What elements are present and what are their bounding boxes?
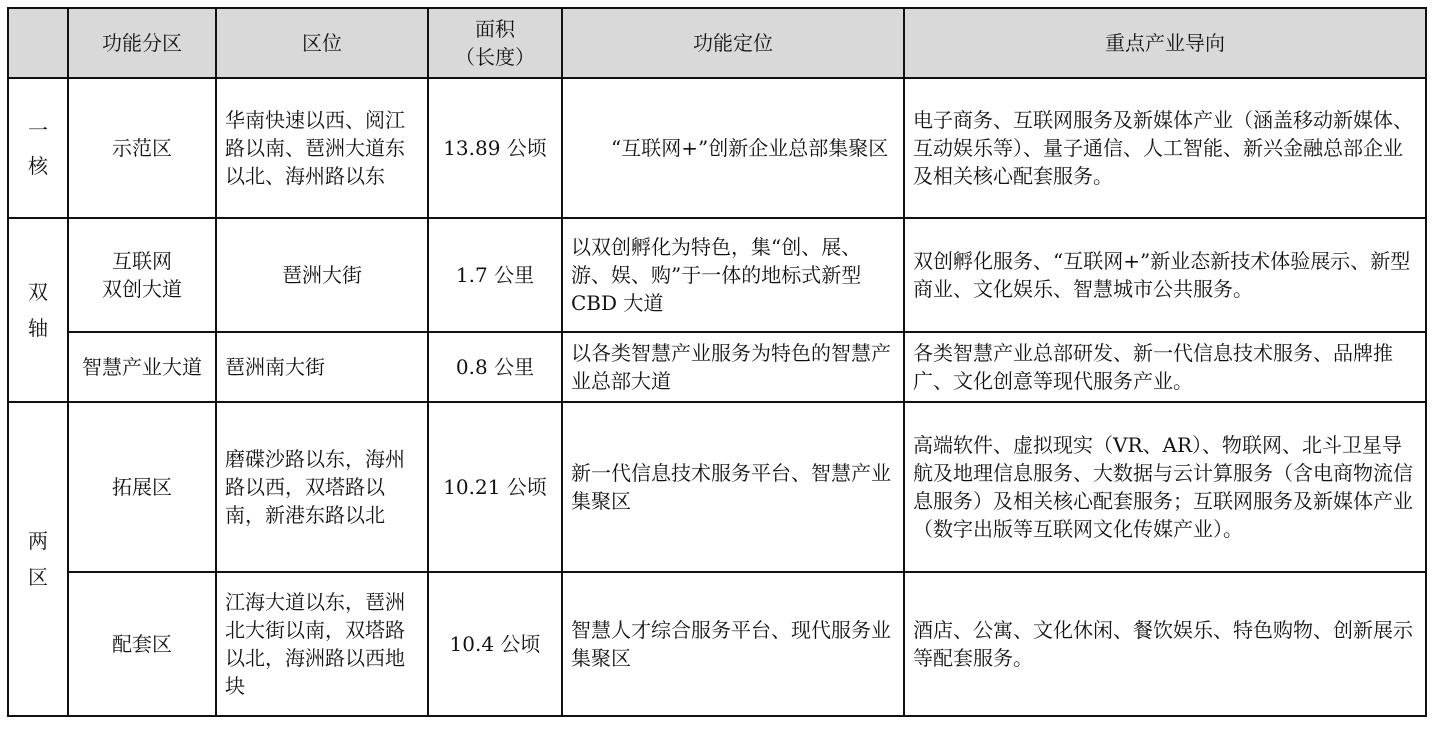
zone-cell-line1: 互联网 xyxy=(112,249,172,273)
group-zones: 两区 xyxy=(8,402,68,716)
positioning-cell: 以双创孵化为特色，集“创、展、游、娱、购”于一体的地标式新型 CBD 大道 xyxy=(562,218,904,332)
industry-cell: 各类智慧产业总部研发、新一代信息技术服务、品牌推广、文化创意等现代服务产业。 xyxy=(904,332,1426,402)
area-cell: 10.4 公顷 xyxy=(428,572,562,716)
table-row xyxy=(8,572,1426,716)
zone-cell: 拓展区 xyxy=(68,402,216,572)
positioning-cell: “互联网+”创新企业总部集聚区 xyxy=(562,78,904,218)
zone-cell: 配套区 xyxy=(68,572,216,716)
zone-cell xyxy=(68,218,216,332)
table-row xyxy=(8,402,1426,572)
header-blank xyxy=(8,8,68,78)
location-cell: 琶洲大街 xyxy=(216,218,428,332)
zone-cell: 智慧产业大道 xyxy=(68,332,216,402)
table-row xyxy=(8,78,1426,218)
group-axes: 双轴 xyxy=(8,218,68,402)
header-industry: 重点产业导向 xyxy=(904,8,1426,78)
zone-cell: 示范区 xyxy=(68,78,216,218)
area-cell: 13.89 公顷 xyxy=(428,78,562,218)
positioning-cell: 以各类智慧产业服务为特色的智慧产业总部大道 xyxy=(562,332,904,402)
header-area-line2: （长度） xyxy=(455,45,535,69)
table-row xyxy=(8,332,1426,402)
functional-zoning-table xyxy=(7,7,1427,717)
area-cell: 1.7 公里 xyxy=(428,218,562,332)
header-positioning: 功能定位 xyxy=(562,8,904,78)
industry-cell: 双创孵化服务、“互联网+”新业态新技术体验展示、新型商业、文化娱乐、智慧城市公共服务。 xyxy=(904,218,1426,332)
area-cell: 0.8 公里 xyxy=(428,332,562,402)
industry-cell: 酒店、公寓、文化休闲、餐饮娱乐、特色购物、创新展示等配套服务。 xyxy=(904,572,1426,716)
group-core: 一核 xyxy=(8,78,68,218)
location-cell: 江海大道以东，琶洲北大街以南，双塔路以北，海洲路以西地块 xyxy=(216,572,428,716)
table-row xyxy=(8,218,1426,332)
zone-cell-line2: 双创大道 xyxy=(102,277,182,301)
header-row xyxy=(8,8,1426,78)
location-cell: 琶洲南大街 xyxy=(216,332,428,402)
area-cell: 10.21 公顷 xyxy=(428,402,562,572)
header-location: 区位 xyxy=(216,8,428,78)
header-area xyxy=(428,8,562,78)
location-cell: 磨碟沙路以东，海州路以西，双塔路以南，新港东路以北 xyxy=(216,402,428,572)
header-area-line1: 面积 xyxy=(475,17,515,41)
industry-cell: 高端软件、虚拟现实（VR、AR）、物联网、北斗卫星导航及地理信息服务、大数据与云计算服务（含电商物流信息服务）及相关核心配套服务；互联网服务及新媒体产业（数字出版等互联网文化传媒产业）。 xyxy=(904,402,1426,572)
header-zone: 功能分区 xyxy=(68,8,216,78)
positioning-cell: 智慧人才综合服务平台、现代服务业集聚区 xyxy=(562,572,904,716)
industry-cell: 电子商务、互联网服务及新媒体产业（涵盖移动新媒体、互动娱乐等）、量子通信、人工智能、新兴金融总部企业及相关核心配套服务。 xyxy=(904,78,1426,218)
location-cell: 华南快速以西、阅江路以南、琶洲大道东以北、海州路以东 xyxy=(216,78,428,218)
positioning-cell: 新一代信息技术服务平台、智慧产业集聚区 xyxy=(562,402,904,572)
